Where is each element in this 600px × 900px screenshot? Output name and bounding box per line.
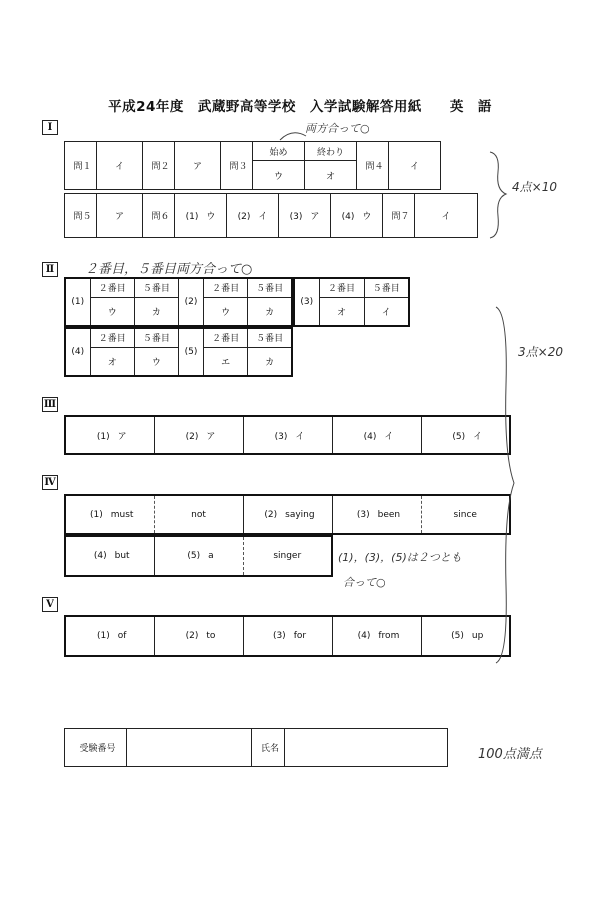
q4-label: 問４ [357, 142, 389, 190]
s5-item-4-answer: from [378, 631, 400, 641]
q2-answer: ア [175, 142, 221, 190]
q6-item-4-answer: ウ [362, 212, 372, 222]
q1-label: 問１ [65, 142, 97, 190]
exam-number-field[interactable] [127, 729, 252, 767]
s3-item-1 [65, 416, 154, 454]
s2-item-2-col5-label: ５番目 [248, 278, 292, 297]
q6-item-1 [175, 194, 227, 238]
s2-item-4-num: (4) [65, 328, 90, 376]
handwritten-note-s2: ２番目，５番目両方合って○ [85, 262, 253, 277]
s2-item-2-fifth: カ [248, 297, 292, 326]
q2-label: 問２ [143, 142, 175, 190]
s3-item-4-answer: イ [384, 431, 394, 442]
s4-item-3-word2: since [421, 495, 510, 534]
s2-item-3-num: (3) [294, 278, 319, 326]
s4-item-4 [65, 536, 154, 576]
s3-item-3-num: (3) [274, 431, 288, 442]
s2-item-3-col2-label: ２番目 [319, 278, 364, 297]
q6-item-4-num: (4) [341, 212, 355, 222]
s2-item-2-col2-label: ２番目 [204, 278, 248, 297]
s5-item-3-num: (3) [272, 631, 286, 641]
s3-item-1-answer: ア [117, 431, 127, 442]
s2-item-1-col5-label: ５番目 [134, 278, 178, 297]
q6-item-2-num: (2) [237, 212, 251, 222]
s5-item-3-answer: for [293, 631, 307, 641]
s2-item-1-num: (1) [65, 278, 90, 326]
exam-number-label: 受験番号 [65, 729, 127, 767]
s3-item-4 [332, 416, 421, 454]
q5-answer: ア [97, 194, 143, 238]
q6-item-4 [331, 194, 383, 238]
section-5-label: Ⅴ [42, 597, 58, 612]
page-title: 平成24年度 武蔵野高等学校 入学試験解答用紙 英 語 [108, 99, 492, 115]
s4-item-5-num: (5) [187, 551, 201, 561]
handwritten-note-total: 100点満点 [478, 747, 542, 762]
s4-item-5-part1 [154, 536, 243, 576]
s5-item-2 [154, 616, 243, 656]
q6-item-2 [227, 194, 279, 238]
section-5-table [64, 615, 511, 657]
s4-item-5-word2: singer [243, 536, 332, 576]
q3-last-answer: オ [305, 161, 357, 190]
section-4-row1-table [64, 494, 511, 535]
section-3-table [64, 415, 511, 455]
s4-item-1-word1: must [110, 509, 134, 520]
handwritten-note-s2-score: 3点×20 [518, 345, 563, 359]
section-1-row1-table [64, 141, 441, 190]
s2-item-1-second: ウ [90, 297, 134, 326]
s5-item-1-num: (1) [97, 631, 110, 641]
s4-item-5-word1: a [208, 551, 214, 561]
s2-item-3-fifth: イ [364, 297, 409, 326]
s5-item-4 [332, 616, 421, 656]
s2-item-5-col5-label: ５番目 [248, 328, 292, 347]
s4-item-4-word1: but [114, 551, 130, 561]
s3-item-3-answer: イ [295, 431, 305, 442]
footer-table [64, 728, 448, 767]
name-label: 氏名 [252, 729, 285, 767]
name-field[interactable] [285, 729, 448, 767]
s5-item-1-answer: of [117, 631, 127, 641]
q5-label: 問５ [65, 194, 97, 238]
s3-item-2-answer: ア [206, 431, 216, 442]
handwritten-note-s4-line1: (1)，(3)，(5)は２つとも [338, 551, 462, 564]
section-4-row2-table [64, 535, 333, 577]
s5-item-2-answer: to [206, 631, 216, 641]
section-2-label: Ⅱ [42, 262, 58, 277]
s5-item-5-num: (5) [451, 631, 464, 641]
section-1-row2-table [64, 193, 478, 238]
q1-answer: イ [97, 142, 143, 190]
section-1-brace [486, 150, 510, 240]
q6-item-2-answer: イ [258, 212, 268, 222]
section-2-row1-table [64, 277, 293, 327]
s4-item-3-word1: been [377, 509, 401, 520]
q6-item-1-num: (1) [185, 212, 199, 222]
q3-last-label: 終わり [305, 142, 357, 161]
s2-item-1-col2-label: ２番目 [90, 278, 134, 297]
q3-label: 問３ [221, 142, 253, 190]
s2-item-5-col2-label: ２番目 [204, 328, 248, 347]
q6-item-3-num: (3) [289, 212, 303, 222]
s2-item-4-fifth: ウ [134, 347, 178, 376]
s2-item-4-second: オ [90, 347, 134, 376]
s4-item-4-num: (4) [93, 551, 107, 561]
s2-item-3-col5-label: ５番目 [364, 278, 409, 297]
q3-first-label: 始め [253, 142, 305, 161]
s4-item-2-word1: saying [285, 509, 315, 520]
s3-item-2 [154, 416, 243, 454]
section-2-row2-table [64, 327, 293, 377]
s5-item-5-answer: up [471, 631, 484, 641]
s4-item-3-part1 [332, 495, 421, 534]
sections-2-5-brace [492, 305, 518, 665]
section-4-label: Ⅳ [42, 475, 58, 490]
q6-item-3-answer: ア [310, 212, 320, 222]
s5-item-4-num: (4) [357, 631, 371, 641]
s5-item-3 [243, 616, 332, 656]
q4-answer: イ [389, 142, 441, 190]
s2-item-2-second: ウ [204, 297, 248, 326]
s4-item-1-num: (1) [90, 509, 103, 520]
s5-item-2-num: (2) [185, 631, 199, 641]
s4-item-1-part1 [65, 495, 154, 534]
s3-item-5-num: (5) [452, 431, 466, 442]
s3-item-2-num: (2) [185, 431, 199, 442]
section-2-item-3-table [293, 277, 410, 327]
q6-item-3 [279, 194, 331, 238]
q6-item-1-answer: ウ [206, 212, 216, 222]
s3-item-5-answer: イ [473, 431, 483, 442]
handwritten-note-s1-score: 4点×10 [512, 180, 557, 194]
q7-label: 問７ [383, 194, 415, 238]
q6-label: 問６ [143, 194, 175, 238]
s3-item-3 [243, 416, 332, 454]
s2-item-4-col2-label: ２番目 [90, 328, 134, 347]
section-3-label: Ⅲ [43, 399, 57, 410]
s3-item-1-num: (1) [96, 431, 110, 442]
section-1-label: Ⅰ [42, 120, 58, 135]
s4-item-2-num: (2) [264, 509, 278, 520]
s4-item-3-num: (3) [356, 509, 370, 520]
s2-item-3-second: オ [319, 297, 364, 326]
s5-item-1 [65, 616, 154, 656]
s2-item-5-num: (5) [178, 328, 203, 376]
q3-first-answer: ウ [253, 161, 305, 190]
handwritten-note-q3: 両方合って○ [305, 122, 370, 135]
s2-item-4-col5-label: ５番目 [134, 328, 178, 347]
q3-arc-mark [278, 128, 308, 142]
handwritten-note-s4-line2: 合って○ [343, 576, 386, 589]
q7-answer: イ [415, 194, 478, 238]
s2-item-1-fifth: カ [134, 297, 178, 326]
s2-item-5-fifth: カ [248, 347, 292, 376]
s3-item-4-num: (4) [363, 431, 377, 442]
s4-item-1-word2: not [154, 495, 243, 534]
s4-item-2 [243, 495, 332, 534]
s2-item-5-second: エ [204, 347, 248, 376]
s2-item-2-num: (2) [178, 278, 203, 326]
